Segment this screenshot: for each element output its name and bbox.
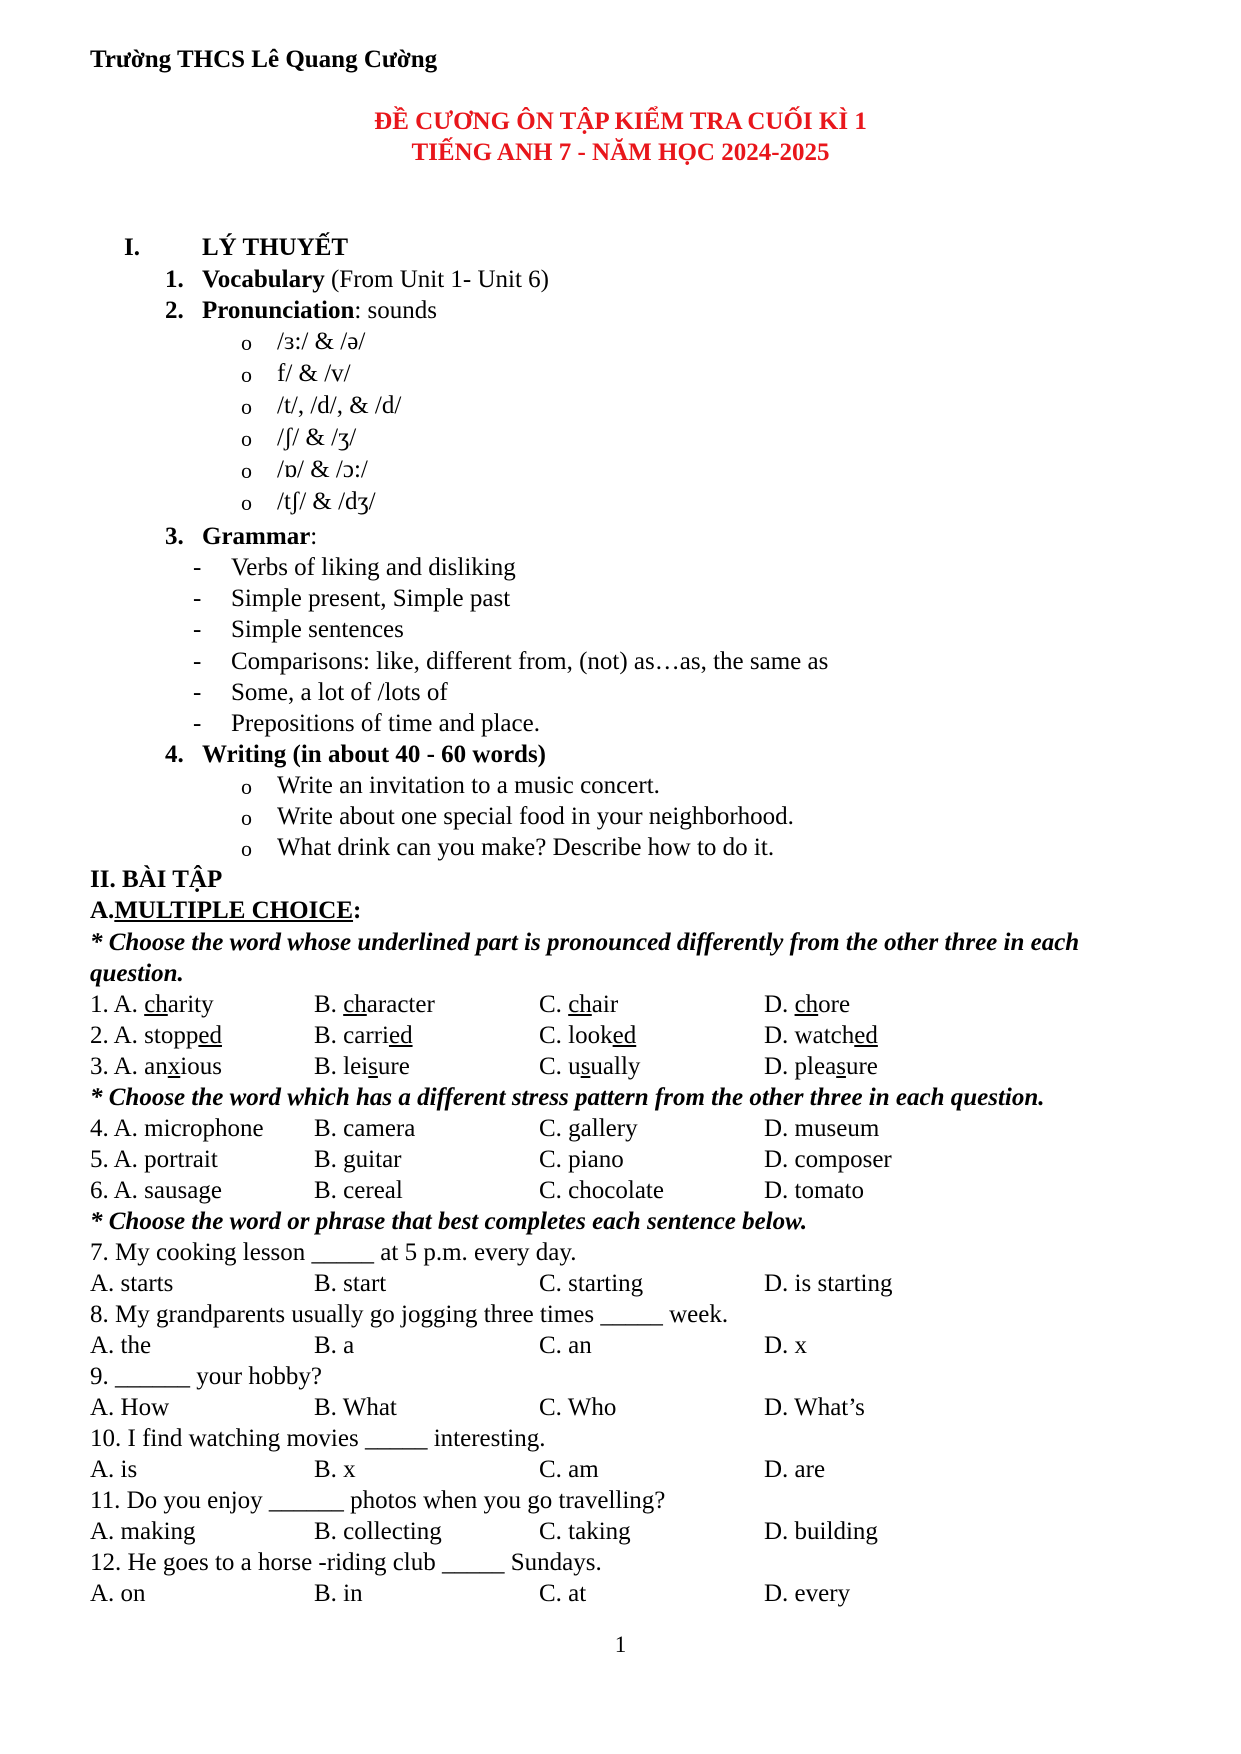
dash-bullet-icon: - xyxy=(193,710,202,737)
title-line-2: TIẾNG ANH 7 - NĂM HỌC 2024-2025 xyxy=(411,139,830,166)
q6-option-a: 6. A. sausage xyxy=(90,1177,222,1204)
dash-bullet-icon: - xyxy=(193,648,202,675)
bullet-circle-icon: o xyxy=(241,774,252,799)
mc-colon: : xyxy=(353,897,362,924)
bullet-circle-icon: o xyxy=(241,458,252,483)
title-line-1: ĐỀ CƯƠNG ÔN TẬP KIỂM TRA CUỐI KÌ 1 xyxy=(374,108,867,135)
dash-bullet-icon: - xyxy=(193,616,202,643)
grammar-point: Some, a lot of /lots of xyxy=(231,679,448,706)
q7-option-c: C. starting xyxy=(539,1270,644,1297)
mc-prefix: A. xyxy=(90,897,115,924)
q8-stem: 8. My grandparents usually go jogging three times _____ week. xyxy=(90,1301,729,1328)
q11-option-c: C. taking xyxy=(539,1518,631,1545)
q9-option-c: C. Who xyxy=(539,1394,617,1421)
q4-option-d: D. museum xyxy=(764,1115,880,1142)
q7-option-b: B. start xyxy=(314,1270,387,1297)
writing-task: Write an invitation to a music concert. xyxy=(277,772,660,799)
instruction-complete: * Choose the word or phrase that best completes each sentence below. xyxy=(90,1208,808,1235)
pron-label: Pronunciation xyxy=(202,297,355,324)
q2-option-a: 2. A. stopped xyxy=(90,1022,222,1049)
q4-option-a: 4. A. microphone xyxy=(90,1115,264,1142)
q4-option-b: B. camera xyxy=(314,1115,416,1142)
q12-stem: 12. He goes to a horse -riding club _____ Sundays. xyxy=(90,1549,602,1576)
grammar-point: Simple present, Simple past xyxy=(231,585,511,612)
bullet-circle-icon: o xyxy=(241,426,252,451)
q1-option-b: B. character xyxy=(314,991,435,1018)
bullet-circle-icon: o xyxy=(241,490,252,515)
q8-option-a: A. the xyxy=(90,1332,152,1359)
q8-option-d: D. x xyxy=(764,1332,808,1359)
q12-option-b: B. in xyxy=(314,1580,363,1607)
school-name: Trường THCS Lê Quang Cường xyxy=(90,46,438,73)
grammar-point: Comparisons: like, different from, (not) as…as, the same as xyxy=(231,648,829,675)
vocab-rest: (From Unit 1- Unit 6) xyxy=(324,266,550,293)
q6-option-b: B. cereal xyxy=(314,1177,403,1204)
section-1-numeral: I. xyxy=(124,234,140,261)
writing-task: Write about one special food in your neighborhood. xyxy=(277,803,794,830)
sound-item: /ɜ:/ & /ə/ xyxy=(277,328,366,355)
q5-option-b: B. guitar xyxy=(314,1146,402,1173)
grammar-item xyxy=(165,522,318,552)
q7-option-d: D. is starting xyxy=(764,1270,893,1297)
q3-option-c: C. usually xyxy=(539,1053,641,1080)
section-2-heading: II. BÀI TẬP xyxy=(90,866,223,893)
q2-option-b: B. carried xyxy=(314,1022,413,1049)
dash-bullet-icon: - xyxy=(193,554,202,581)
mc-label: MULTIPLE CHOICE xyxy=(114,897,354,924)
instruction-pronunciation: * Choose the word whose underlined part is pronounced differently from the other three in each xyxy=(90,929,1080,956)
page-number: 1 xyxy=(614,1632,627,1657)
q6-option-d: D. tomato xyxy=(764,1177,864,1204)
grammar-label: Grammar xyxy=(202,523,311,550)
bullet-circle-icon: o xyxy=(241,805,252,830)
q4-option-c: C. gallery xyxy=(539,1115,638,1142)
q5-option-c: C. piano xyxy=(539,1146,624,1173)
q1-option-d: D. chore xyxy=(764,991,851,1018)
q8-option-c: C. an xyxy=(539,1332,592,1359)
q2-option-d: D. watched xyxy=(764,1022,878,1049)
sound-item: /ɒ/ & /ɔ:/ xyxy=(277,456,368,483)
q10-option-a: A. is xyxy=(90,1456,138,1483)
q11-stem: 11. Do you enjoy ______ photos when you go travelling? xyxy=(90,1487,666,1514)
pronunciation-item xyxy=(165,296,437,326)
q6-option-c: C. chocolate xyxy=(539,1177,664,1204)
pron-num: 2. xyxy=(165,297,184,324)
bullet-circle-icon: o xyxy=(241,362,252,387)
sound-item: /ʃ/ & /ʒ/ xyxy=(277,424,357,451)
q12-option-c: C. at xyxy=(539,1580,587,1607)
q12-option-d: D. every xyxy=(764,1580,851,1607)
q10-stem: 10. I find watching movies _____ interesting. xyxy=(90,1425,546,1452)
q9-stem: 9. ______ your hobby? xyxy=(90,1363,322,1390)
bullet-circle-icon: o xyxy=(241,836,252,861)
q5-option-a: 5. A. portrait xyxy=(90,1146,218,1173)
q3-option-d: D. pleasure xyxy=(764,1053,878,1080)
q9-option-b: B. What xyxy=(314,1394,397,1421)
bullet-circle-icon: o xyxy=(241,394,252,419)
q5-option-d: D. composer xyxy=(764,1146,892,1173)
q8-option-b: B. a xyxy=(314,1332,355,1359)
q10-option-b: B. x xyxy=(314,1456,356,1483)
q9-option-d: D. What’s xyxy=(764,1394,865,1421)
q7-stem: 7. My cooking lesson _____ at 5 p.m. every day. xyxy=(90,1239,577,1266)
grammar-num: 3. xyxy=(165,523,184,550)
writing-item xyxy=(165,740,547,770)
writing-task: What drink can you make? Describe how to do it. xyxy=(277,834,775,861)
q3-option-a: 3. A. anxious xyxy=(90,1053,222,1080)
q1-option-a: 1. A. charity xyxy=(90,991,214,1018)
dash-bullet-icon: - xyxy=(193,585,202,612)
writing-num: 4. xyxy=(165,741,184,768)
q3-option-b: B. leisure xyxy=(314,1053,410,1080)
q9-option-a: A. How xyxy=(90,1394,170,1421)
q11-option-a: A. making xyxy=(90,1518,196,1545)
grammar-rest: : xyxy=(310,523,318,550)
dash-bullet-icon: - xyxy=(193,679,202,706)
instruction-stress: * Choose the word which has a different stress pattern from the other three in each question. xyxy=(90,1084,1045,1111)
sound-item: /tʃ/ & /dʒ/ xyxy=(277,488,376,515)
grammar-point: Prepositions of time and place. xyxy=(231,710,540,737)
q12-option-a: A. on xyxy=(90,1580,146,1607)
q1-option-c: C. chair xyxy=(539,991,619,1018)
vocab-label: Vocabulary xyxy=(202,266,325,293)
vocab-num: 1. xyxy=(165,266,184,293)
bullet-circle-icon: o xyxy=(241,330,252,355)
writing-label: Writing (in about 40 - 60 words) xyxy=(202,741,547,768)
q7-option-a: A. starts xyxy=(90,1270,174,1297)
vocab-item xyxy=(165,265,550,295)
pron-rest: : sounds xyxy=(354,297,437,324)
q11-option-d: D. building xyxy=(764,1518,878,1545)
q11-option-b: B. collecting xyxy=(314,1518,442,1545)
instruction-pronunciation-cont: question. xyxy=(90,960,184,987)
sound-item: /t/, /d/, & /d/ xyxy=(277,392,402,419)
multiple-choice-heading xyxy=(90,896,361,926)
q10-option-d: D. are xyxy=(764,1456,826,1483)
grammar-point: Verbs of liking and disliking xyxy=(231,554,516,581)
sound-item: f/ & /v/ xyxy=(277,360,351,387)
q2-option-c: C. looked xyxy=(539,1022,637,1049)
grammar-point: Simple sentences xyxy=(231,616,404,643)
section-1-heading: LÝ THUYẾT xyxy=(202,234,349,261)
q10-option-c: C. am xyxy=(539,1456,599,1483)
